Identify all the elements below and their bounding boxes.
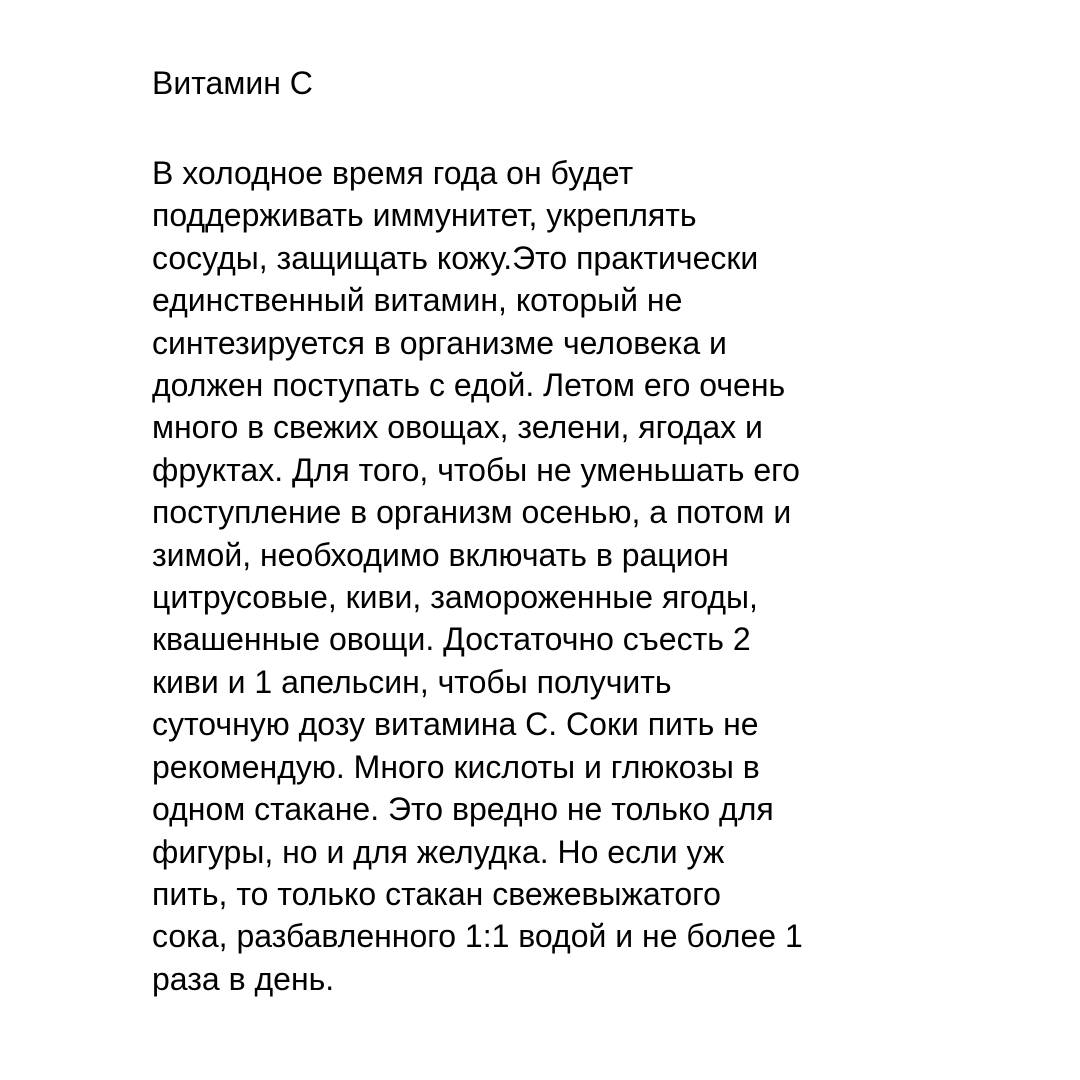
note-line: единственный витамин, который не [152, 282, 683, 319]
note-line: поступление в организм осенью, а потом и [152, 494, 792, 531]
note-line: сосуды, защищать кожу.Это практически [152, 239, 759, 276]
note-line: суточную дозу витамина С. Соки пить не [152, 706, 759, 743]
note-line: поддерживать иммунитет, укреплять [152, 197, 697, 234]
note-line: зимой, необходимо включать в рацион [152, 536, 729, 573]
note-title: Витамин С [152, 65, 313, 101]
note-line: одном стакане. Это вредно не только для [152, 791, 774, 828]
note-line: синтезируется в организме человека и [152, 324, 727, 361]
note-line: раза в день. [152, 960, 335, 997]
note-line: В холодное время года он будет [152, 155, 634, 191]
note-line: фигуры, но и для желудка. Но если уж [152, 833, 725, 870]
note-line: пить, то только стакан свежевыжатого [152, 875, 721, 912]
note-line: должен поступать с едой. Летом его очень [152, 367, 786, 404]
note-line: рекомендую. Много кислоты и глюкозы в [152, 748, 760, 785]
note-body [152, 152, 1052, 1000]
note-line: киви и 1 апельсин, чтобы получить [152, 663, 672, 700]
note-line: цитрусовые, киви, замороженные ягоды, [152, 579, 758, 616]
note-line: фруктах. Для того, чтобы не уменьшать его [152, 451, 800, 488]
note-line: квашенные овощи. Достаточно съесть 2 [152, 621, 751, 658]
note-line: много в свежих овощах, зелени, ягодах и [152, 409, 763, 446]
note-line: сока, разбавленного 1:1 водой и не более 1 [152, 918, 803, 955]
